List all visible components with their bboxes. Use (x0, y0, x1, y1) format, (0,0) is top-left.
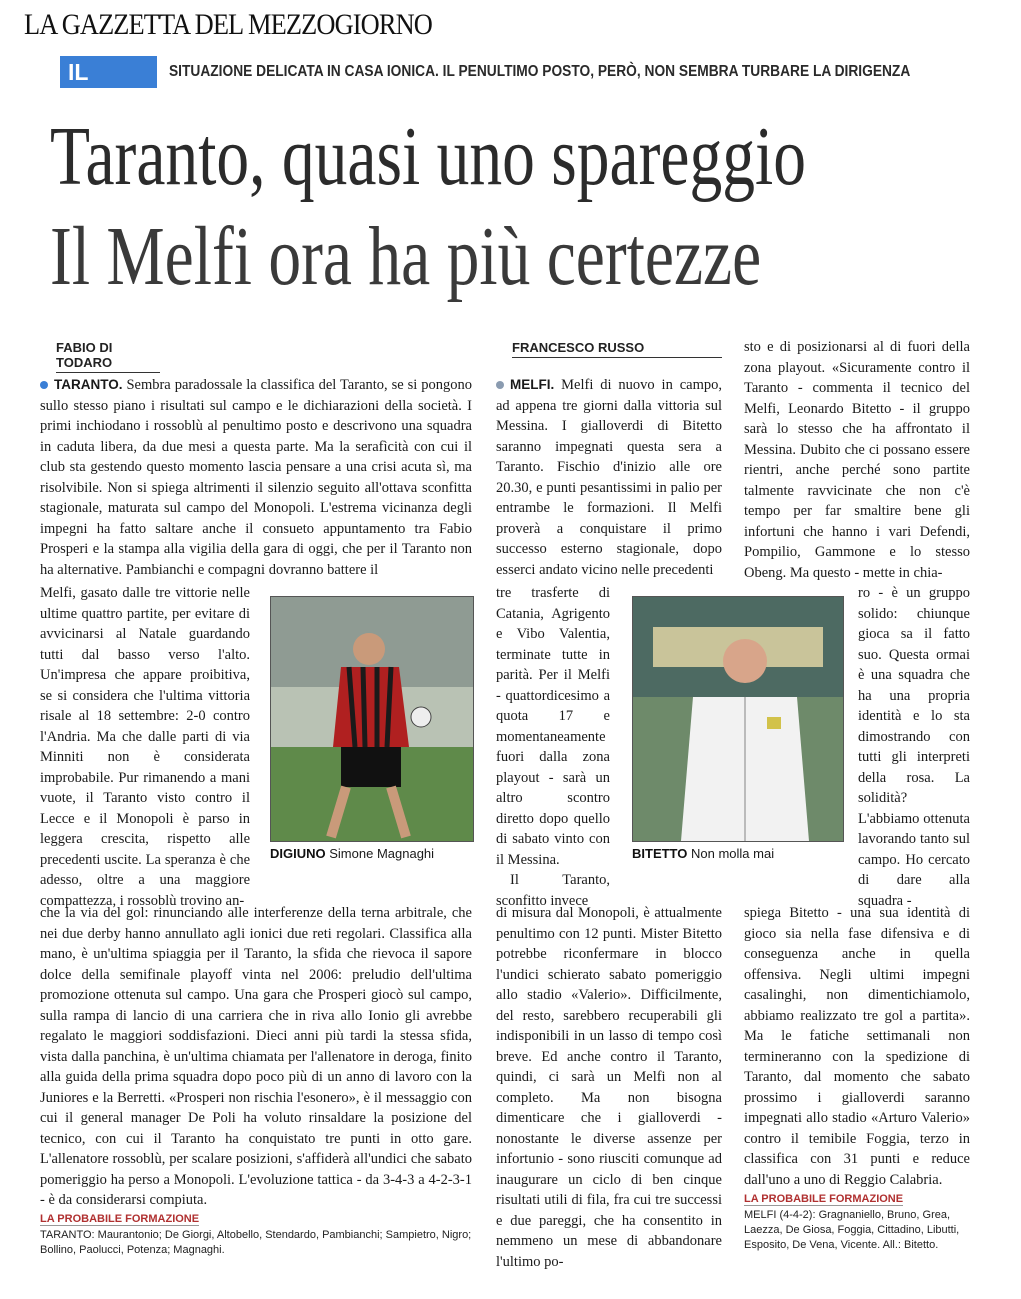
photo-bitetto (632, 596, 844, 842)
melfi-paragraph-1: Melfi di nuovo in campo, ad appena tre giorni dalla vittoria sul Messina. I gialloverdi di Bitetto saranno impegnati questa sera a Taranto. Fischio d'inizio alle ore 20.30, e punti pesantissimi in palio per entrambe le formazioni. Il Melfi proverà a conquistare il primo successo esterno stagionale, dopo esserci andato vicino nelle precedenti (496, 377, 722, 578)
headline-line-1: Taranto, quasi uno spareggio (50, 110, 806, 203)
bullet-icon (40, 381, 48, 389)
caption-magnaghi (270, 846, 480, 861)
melfi-col2-narrow (858, 583, 970, 911)
masthead: LA GAZZETTA DEL MEZZOGIORNO (24, 8, 432, 41)
melfi-paragraph-6: ro - è un gruppo solido: chiunque gioca sa il fatto suo. Questa ormai è una squadra che ha una propria identità e lo sta dimostrando con tutti gli interpreti della rosa. La solidità? L'abbiamo ottenuta lavorando tanto sul campo. Ho cercato di dare alla squadra - (858, 585, 970, 909)
melfi-col1-bottom (496, 903, 722, 1272)
kicker-text: SITUAZIONE DELICATA IN CASA IONICA. IL PENULTIMO POSTO, PERÒ, NON SEMBRA TURBARE LA DIRIGENZA (168, 63, 910, 80)
melfi-col2-top (744, 337, 970, 583)
formation-melfi: MELFI (4-4-2): Gragnaniello, Bruno, Grea, Laezza, De Giosa, Foggia, Cittadino, Libutti, Esposito, De Vena, Vicente. All.: Bitetto. (744, 1209, 960, 1251)
player-photo-illustration (271, 597, 473, 841)
melfi-paragraph-5: sto e di posizionarsi al di fuori della zona playout. «Sicuramente contro il Taranto - commenta il tecnico del Melfi, Leonardo Bitetto - il gruppo sarà lo stesso che ha affrontato il Messina. Dubito che ci possano essere rientri, anche perché sono partite talmente ravvicinate che non c'è tempo per far smaltire bene gli infortuni che hanno i vari Defendi, Pompilio, Gammone e lo stesso Obeng. Ma questo - mette in chia- (744, 339, 970, 581)
taranto-text-narrow (40, 583, 250, 911)
melfi-col1-narrow (496, 583, 610, 911)
taranto-text-bottom (40, 903, 472, 1211)
caption-text: Non molla mai (691, 846, 775, 861)
dateline-melfi: MELFI. (510, 377, 555, 392)
melfi-paragraph-7: spiega Bitetto - una sua identità di gioco sia nella fase difensiva e di conseguenza anche in quella offensiva. Negli ultimi impegni casalinghi, non dimentichiamolo, abbiamo realizzato tre gol a partita». Ma le fatiche settimanali non termineranno con la spedizione di Taranto, dal momento che sabato prossimo i gialloverdi saranno impegnati allo stadio «Arturo Valerio» contro il temibile Foggia, terzo in classifica con 31 punti e reduce dall'uno a uno di Reggio Calabria. (744, 905, 970, 1188)
melfi-col2-bottom (744, 903, 970, 1190)
dateline-taranto: TARANTO. (54, 377, 123, 392)
taranto-paragraph-2: Melfi, gasato dalle tre vittorie nelle ultime quattro partite, per evitare di avvicinarsi al Natale guardando tutti dal basso verso l'alto. Un'impresa che appare proibitiva, se si considera che l'ultima vittoria risale al 18 settembre: 2-0 contro l'Andria. Ma che dalle parti di via Minniti non è considerata improbabile. Pur rimanendo a mani vuote, il Taranto visto contro il Lecce e il Monopoli è parso in leggera crescita, rispetto alle precedenti uscite. La speranza è che adesso, oltre a una maggiore compattezza, i rossoblù trovino an- (40, 585, 250, 909)
melfi-paragraph-3: Il Taranto, sconfitto invece (496, 872, 610, 909)
taranto-text-top (40, 375, 472, 580)
melfi-paragraph-2: tre trasferte di Catania, Agrigento e Vibo Valentia, terminate tutte in parità. Per il Melfi - quattordicesimo a quota 17 e momentaneamente fuori dalla zona playout - sarà un altro scontro diretto dopo quello di sabato vinto con il Messina. (496, 585, 610, 868)
formation-title-taranto: LA PROBABILE FORMAZIONE (40, 1213, 200, 1225)
kicker (60, 56, 1021, 113)
bullet-icon (496, 381, 504, 389)
taranto-paragraph-1: Sembra paradossale la classifica del Taranto, se si pongono sullo stesso piano i risultati sul campo e le dichiarazioni della società. I primi inchiodano i rossoblù al penultimo posto e descrivono una squadra in caduta libera, da due mesi a questa parte. Ma la serafìcità con cui il club sta gestendo questo momento lascia pensare a una crisi acuta sì, ma risolvibile. Non si spiega altrimenti il silenzio seguito all'ottava sconfitta stagionale, maturata sul campo del Monopoli. L'estrema vicinanza degli impegni ha fatto saltare anche il consueto appuntamento tra Fabio Prosperi e la stampa alla vigilia della gara di oggi, che per il Taranto non ha alternative. Pambianchi e compagni dovranno battere il (40, 377, 472, 578)
taranto-paragraph-3: che la via del gol: rinunciando alle interferenze della terna arbitrale, che nei due derby hanno annullato agli ionici due reti regolari. Classifica alla mano, è un'ultima spiaggia per il Taranto, la sfida che rievoca il sapore dolce della semifinale playoff vinta nel 2006: preludio dell'ultima promozione ottenuta sul campo. Una gara che Prosperi giocò sul campo, sulla rampa di lancio di una carriera che in riva allo Ionio gli avrebbe regalato le maggiori soddisfazioni. Dieci anni più tardi la stessa sfida, vista dalla panchina, è un'ultima chiamata per l'allenatore in deroga, finito alla guida della prima squadra dopo poco più di un anno di lavoro con la Juniores e la Berretti. «Prosperi non rischia l'esonero», è il messaggio con cui il general manager De Poli ha voluto rinsaldare la posizione del tecnico, con cui il Taranto ha conquistato tre punti in otto gare. L'allenatore rossoblù, per scalare posizioni, s'affiderà all'undici che sabato pomeriggio ha perso a Monopoli. L'evoluzione tattica - da 3-4-3 a 4-2-3-1 - è da considerarsi compiuta. (40, 905, 472, 1208)
caption-bold: DIGIUNO (270, 846, 326, 861)
headline-line-2: Il Melfi ora ha più certezze (50, 210, 762, 303)
caption-bitetto (632, 846, 842, 861)
melfi-col1-top (496, 375, 722, 580)
coach-photo-illustration (633, 597, 843, 841)
formation-title-melfi: LA PROBABILE FORMAZIONE (744, 1193, 904, 1205)
melfi-paragraph-4: di misura dal Monopoli, è attualmente penultimo con 12 punti. Mister Bitetto potrebbe riconfermare in blocco l'undici schierato sabato pomeriggio allo stadio «Valerio». Difficilmente, del resto, sarebbero recuperabili gli indisponibili in un lasso di tempo così breve. Ed anche contro il Taranto, quindi, ci sarà un Melfi non al completo. Ma non bisogna dimenticare che i gialloverdi - nonostante le diverse assenze per infortunio - sono riusciti comunque ad inaugurare un ciclo di ben cinque risultati utili di fila, fra cui tre successi e due pareggi, che ha consentito in nemmeno un mese di abbandonare l'ultimo po- (496, 905, 722, 1270)
caption-bold: BITETTO (632, 846, 688, 861)
kicker-tag: IL DERBY (60, 56, 157, 88)
photo-magnaghi (270, 596, 474, 842)
byline-melfi: FRANCESCO RUSSO (512, 340, 722, 358)
caption-text: Simone Magnaghi (329, 846, 435, 861)
byline-taranto: FABIO DI TODARO (56, 340, 160, 373)
formation-taranto: TARANTO: Maurantonio; De Giorgi, Altobello, Stendardo, Pambianchi; Sampietro, Nigro; Bollino, Paolucci, Potenza; Magnaghi. (40, 1229, 472, 1256)
